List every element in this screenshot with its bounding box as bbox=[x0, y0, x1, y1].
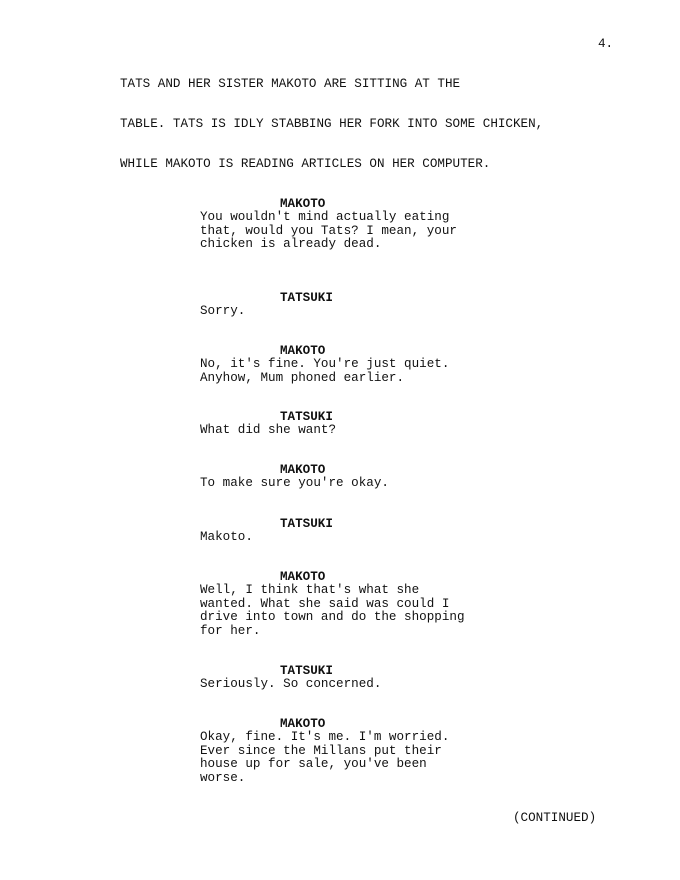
character-name: TATSUKI bbox=[280, 291, 333, 305]
dialogue-line: No, it's fine. You're just quiet. bbox=[200, 357, 450, 372]
character-name: MAKOTO bbox=[280, 570, 326, 584]
character-name: TATSUKI bbox=[280, 664, 333, 678]
action-line: WHILE MAKOTO IS READING ARTICLES ON HER COMPUTER. bbox=[120, 156, 491, 171]
dialogue-line: Okay, fine. It's me. I'm worried. bbox=[200, 730, 450, 745]
dialogue-line: What did she want? bbox=[200, 423, 337, 438]
character-name: MAKOTO bbox=[280, 344, 326, 358]
character-name: MAKOTO bbox=[280, 463, 326, 477]
dialogue-line: Seriously. So concerned. bbox=[200, 677, 382, 692]
dialogue-line: drive into town and do the shopping bbox=[200, 610, 465, 625]
dialogue-line: chicken is already dead. bbox=[200, 237, 382, 252]
character-name: MAKOTO bbox=[280, 197, 326, 211]
dialogue-block bbox=[200, 571, 465, 638]
action-line: TATS AND HER SISTER MAKOTO ARE SITTING AT THE bbox=[120, 77, 461, 91]
dialogue-block bbox=[200, 198, 457, 252]
character-name: TATSUKI bbox=[280, 517, 333, 531]
dialogue-block bbox=[200, 518, 333, 545]
dialogue-block bbox=[200, 464, 389, 491]
character-name: MAKOTO bbox=[280, 717, 326, 731]
dialogue-line: worse. bbox=[200, 770, 246, 785]
dialogue-line: To make sure you're okay. bbox=[200, 476, 389, 491]
dialogue-line: Sorry. bbox=[200, 304, 246, 319]
dialogue-line: You wouldn't mind actually eating bbox=[200, 210, 450, 225]
dialogue-line: Makoto. bbox=[200, 530, 253, 545]
action-line: TABLE. TATS IS IDLY STABBING HER FORK INTO SOME CHICKEN, bbox=[120, 116, 544, 131]
dialogue-line: house up for sale, you've been bbox=[200, 757, 427, 772]
action-block bbox=[120, 78, 620, 198]
dialogue-line: Well, I think that's what she bbox=[200, 583, 420, 598]
dialogue-line: wanted. What she said was could I bbox=[200, 596, 450, 611]
character-name: TATSUKI bbox=[280, 410, 333, 424]
dialogue-block bbox=[200, 718, 449, 785]
dialogue-line: Anyhow, Mum phoned earlier. bbox=[200, 370, 405, 385]
dialogue-block bbox=[200, 665, 381, 692]
dialogue-block bbox=[200, 411, 336, 438]
page-number: 4. bbox=[598, 37, 614, 51]
dialogue-line: for her. bbox=[200, 623, 261, 638]
dialogue-block bbox=[200, 292, 333, 319]
dialogue-line: that, would you Tats? I mean, your bbox=[200, 223, 457, 238]
dialogue-block bbox=[200, 345, 449, 385]
dialogue-line: Ever since the Millans put their bbox=[200, 743, 442, 758]
continued-marker: (CONTINUED) bbox=[513, 811, 597, 825]
